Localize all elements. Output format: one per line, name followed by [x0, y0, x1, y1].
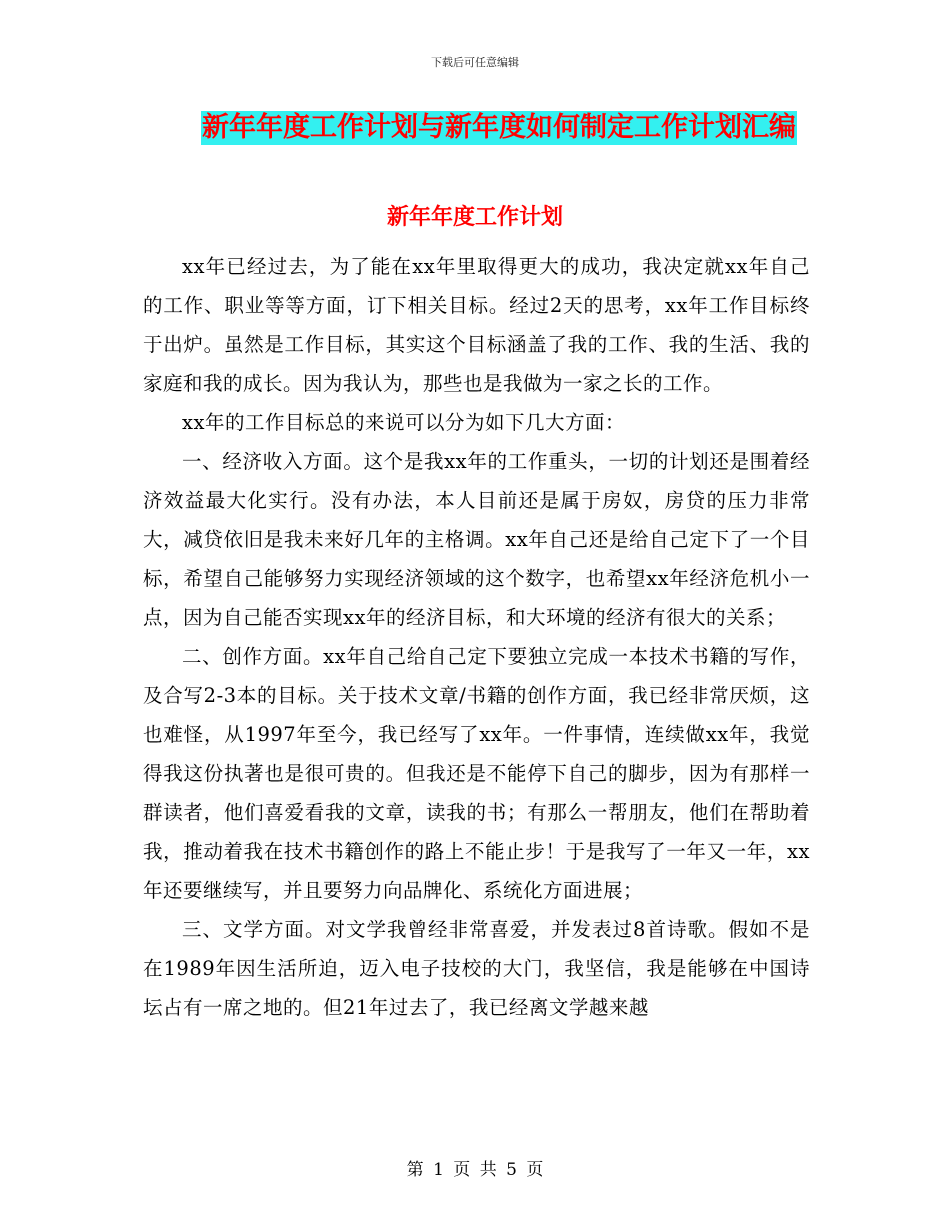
paragraph-writing: 二、创作方面。xx年自己给自己定下要独立完成一本技术书籍的写作，及合写2-3本的目标。关于技术文章/书籍的创作方面，我已经非常厌烦，这也难怪，从1997年至今，我已经写了xx年。一件事情，连续做xx年，我觉得我这份执著也是很可贵的。但我还是不能停下自己的脚步，因为有那样一群读者，他们喜爱看我的文章，读我的书；有那么一帮朋友，他们在帮助着我，推动着我在技术书籍创作的路上不能止步！于是我写了一年又一年，xx年还要继续写，并且要努力向品牌化、系统化方面进展； [143, 645, 810, 902]
document-title-container [0, 111, 950, 145]
page-number-footer: 第 1 页 共 5 页 [406, 1160, 544, 1180]
document-body [143, 247, 810, 1027]
paragraph-economy: 一、经济收入方面。这个是我xx年的工作重头，一切的计划还是围着经济效益最大化实行。没有办法，本人目前还是属于房奴，房贷的压力非常大，减贷依旧是我未来好几年的主格调。xx年自己还是给自己定下了一个目标，希望自己能够努力实现经济领域的这个数字，也希望xx年经济危机小一点，因为自己能否实现xx年的经济目标，和大环境的经济有很大的关系； [143, 450, 810, 629]
document-title: 新年年度工作计划与新年度如何制定工作计划汇编 [202, 112, 796, 143]
page-header-note: 下载后可任意编辑 [431, 56, 519, 69]
paragraph-intro: xx年已经过去，为了能在xx年里取得更大的成功，我决定就xx年自己的工作、职业等等方面，订下相关目标。经过2天的思考，xx年工作目标终于出炉。虽然是工作目标，其实这个目标涵盖了我的工作、我的生活、我的家庭和我的成长。因为我认为，那些也是我做为一家之长的工作。 [143, 255, 810, 395]
paragraph-overview: xx年的工作目标总的来说可以分为如下几大方面： [182, 411, 625, 434]
paragraph-literature: 三、文学方面。对文学我曾经非常喜爱，并发表过8首诗歌。假如不是在1989年因生活所迫，迈入电子技校的大门，我坚信，我是能够在中国诗坛占有一席之地的。但21年过去了，我已经离文学越来越 [143, 918, 810, 1019]
section-title: 新年年度工作计划 [386, 204, 563, 230]
